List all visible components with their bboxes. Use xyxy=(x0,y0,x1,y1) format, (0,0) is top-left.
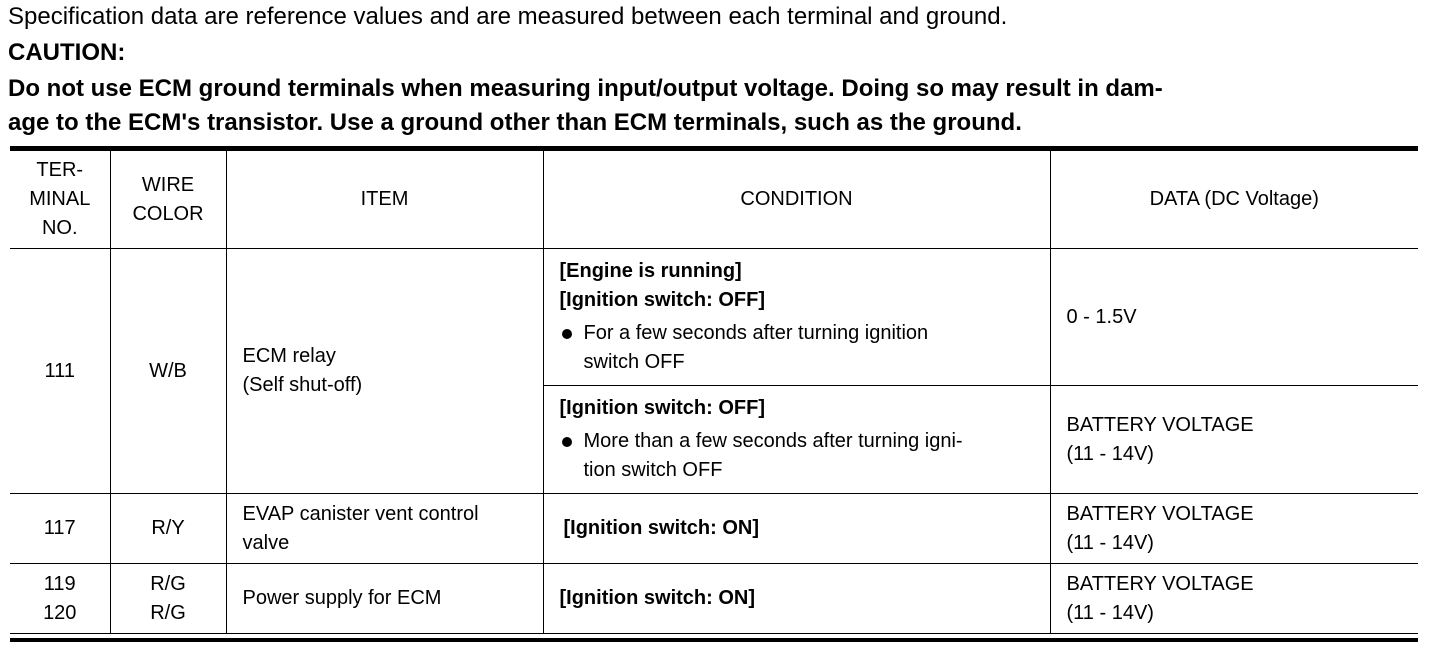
bullet-dot-icon xyxy=(562,437,572,447)
condition-label: [Ignition switch: ON] xyxy=(563,517,760,539)
item-cell: ECM relay (Self shut-off) xyxy=(226,249,543,494)
caution-text xyxy=(8,72,1420,140)
table-header-row xyxy=(10,151,1418,249)
condition-cell xyxy=(543,494,1050,564)
wire-color-cell: W/B xyxy=(110,249,226,494)
condition-label: [Ignition switch: ON] xyxy=(559,587,756,609)
table-row xyxy=(10,564,1418,634)
header-item: ITEM xyxy=(226,151,543,249)
terminal-spec-table xyxy=(10,150,1418,634)
condition-label: [Ignition switch: OFF] xyxy=(559,289,766,311)
table-bottom-rule xyxy=(10,638,1418,642)
header-data: DATA (DC Voltage) xyxy=(1050,151,1418,249)
terminal-no-cell: 119 120 xyxy=(10,564,110,634)
terminal-no-cell: 117 xyxy=(10,494,110,564)
intro-text: Specification data are reference values and are measured between each terminal and ground. xyxy=(8,3,1008,30)
data-cell: BATTERY VOLTAGE (11 - 14V) xyxy=(1050,494,1418,564)
data-cell: 0 - 1.5V xyxy=(1050,249,1418,386)
condition-cell xyxy=(543,564,1050,634)
header-terminal-no: TER- MINAL NO. xyxy=(10,151,110,249)
header-wire-color: WIRE COLOR xyxy=(110,151,226,249)
condition-label: [Engine is running] xyxy=(559,260,742,282)
data-cell: BATTERY VOLTAGE (11 - 14V) xyxy=(1050,564,1418,634)
data-cell: BATTERY VOLTAGE (11 - 14V) xyxy=(1050,386,1418,494)
table-row xyxy=(10,494,1418,564)
caution-heading: CAUTION: xyxy=(8,39,126,66)
condition-cell xyxy=(543,249,1050,386)
terminal-no-cell: 111 xyxy=(10,249,110,494)
header-condition: CONDITION xyxy=(543,151,1050,249)
wire-color-cell: R/G R/G xyxy=(110,564,226,634)
table-row xyxy=(10,249,1418,386)
caution-line: age to the ECM's transistor. Use a ground other than ECM terminals, such as the ground. xyxy=(8,109,1022,136)
wire-color-cell: R/Y xyxy=(110,494,226,564)
item-cell: EVAP canister vent control valve xyxy=(226,494,543,564)
condition-bullet: For a few seconds after turning ignition switch OFF xyxy=(560,319,1034,377)
condition-cell xyxy=(543,386,1050,494)
item-cell: Power supply for ECM xyxy=(226,564,543,634)
condition-bullet: More than a few seconds after turning igni- tion switch OFF xyxy=(560,427,1034,485)
caution-line: Do not use ECM ground terminals when measuring input/output voltage. Doing so may result in dam- xyxy=(8,75,1163,102)
condition-label: [Ignition switch: OFF] xyxy=(559,397,766,419)
bullet-dot-icon xyxy=(562,329,572,339)
